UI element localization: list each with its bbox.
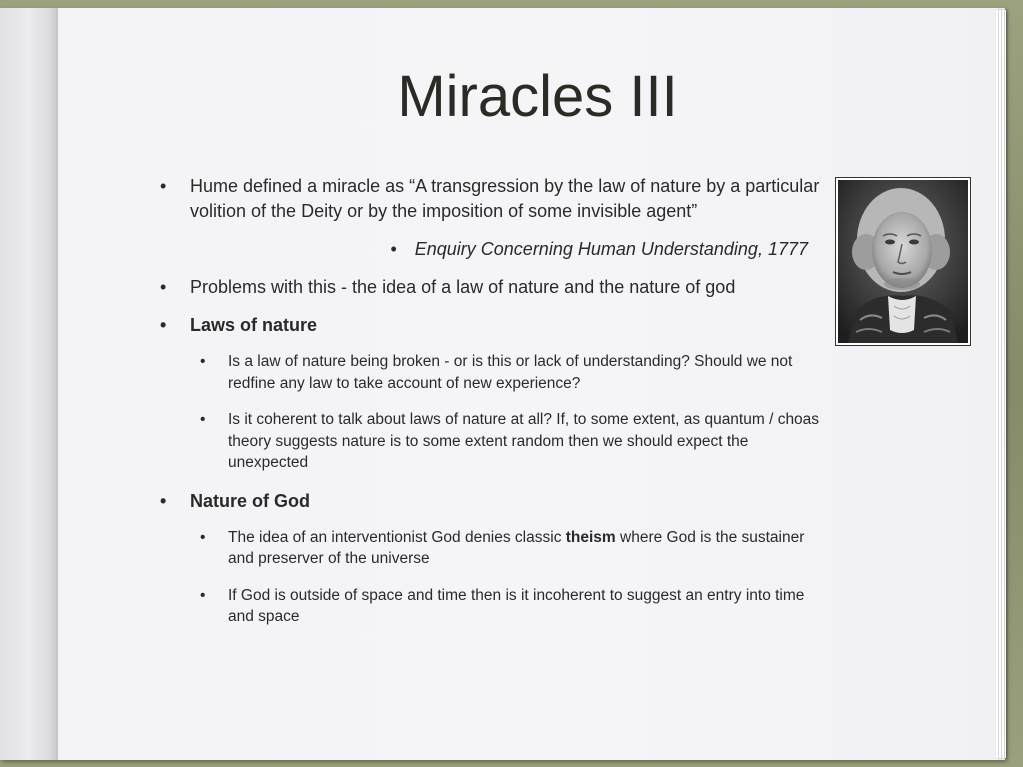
sub-bullet-text: Is it coherent to talk about laws of nature at all? If, to some extent, as quantum / choas theory suggests nature is to some extent random then we should expect the unexpected (228, 411, 820, 471)
sub-bullet-law-broken (160, 351, 830, 394)
citation-text: Enquiry Concerning Human Understanding, 1777 (414, 239, 808, 259)
bullet-text: Hume defined a miracle as “A transgression by the law of nature by a particular volition of the Deity or by the imposition of some invisible agent” (190, 176, 820, 221)
heading-laws-of-nature (160, 313, 830, 338)
bullet-hume-definition (160, 174, 830, 224)
book-spine (0, 8, 58, 760)
bullet-icon: • (200, 411, 206, 428)
sub-bullet-outside-space-time (160, 585, 830, 628)
bullet-icon: • (160, 277, 167, 297)
bullet-icon: • (200, 528, 206, 546)
heading-text: Laws of nature (190, 315, 318, 335)
slide-title: Miracles III (397, 64, 678, 129)
portrait-engraving-icon (838, 180, 968, 343)
bullet-icon: • (160, 490, 167, 511)
bullet-icon: • (160, 315, 167, 335)
emphasis-theism: theism (565, 528, 616, 546)
spine-divider (56, 8, 58, 760)
sub-bullet-text-end: where God is the sustainer and preserver of the universe (228, 528, 805, 567)
bullet-icon: • (200, 353, 206, 370)
sub-bullet-text: Is a law of nature being broken - or is this or lack of understanding? Should we not redfine any law to take account of new experience? (228, 353, 793, 392)
sub-bullet-coherent (160, 409, 830, 474)
sub-bullet-text-start: The idea of an interventionist God denies classic (228, 528, 566, 546)
bullet-icon: • (160, 176, 167, 196)
bullet-icon: • (200, 586, 206, 604)
sub-bullet-interventionist (160, 527, 830, 570)
heading-text: Nature of God (190, 490, 310, 511)
citation (160, 237, 830, 262)
bullet-problems (160, 275, 830, 300)
slide-content (160, 174, 830, 643)
heading-nature-of-god (160, 489, 830, 514)
sub-bullet-text: If God is outside of space and time then is it incoherent to suggest an entry into time and space (228, 586, 805, 625)
bullet-text: Problems with this - the idea of a law of nature and the nature of god (190, 277, 736, 297)
portrait-image (835, 177, 971, 346)
bullet-icon: • (390, 239, 397, 259)
